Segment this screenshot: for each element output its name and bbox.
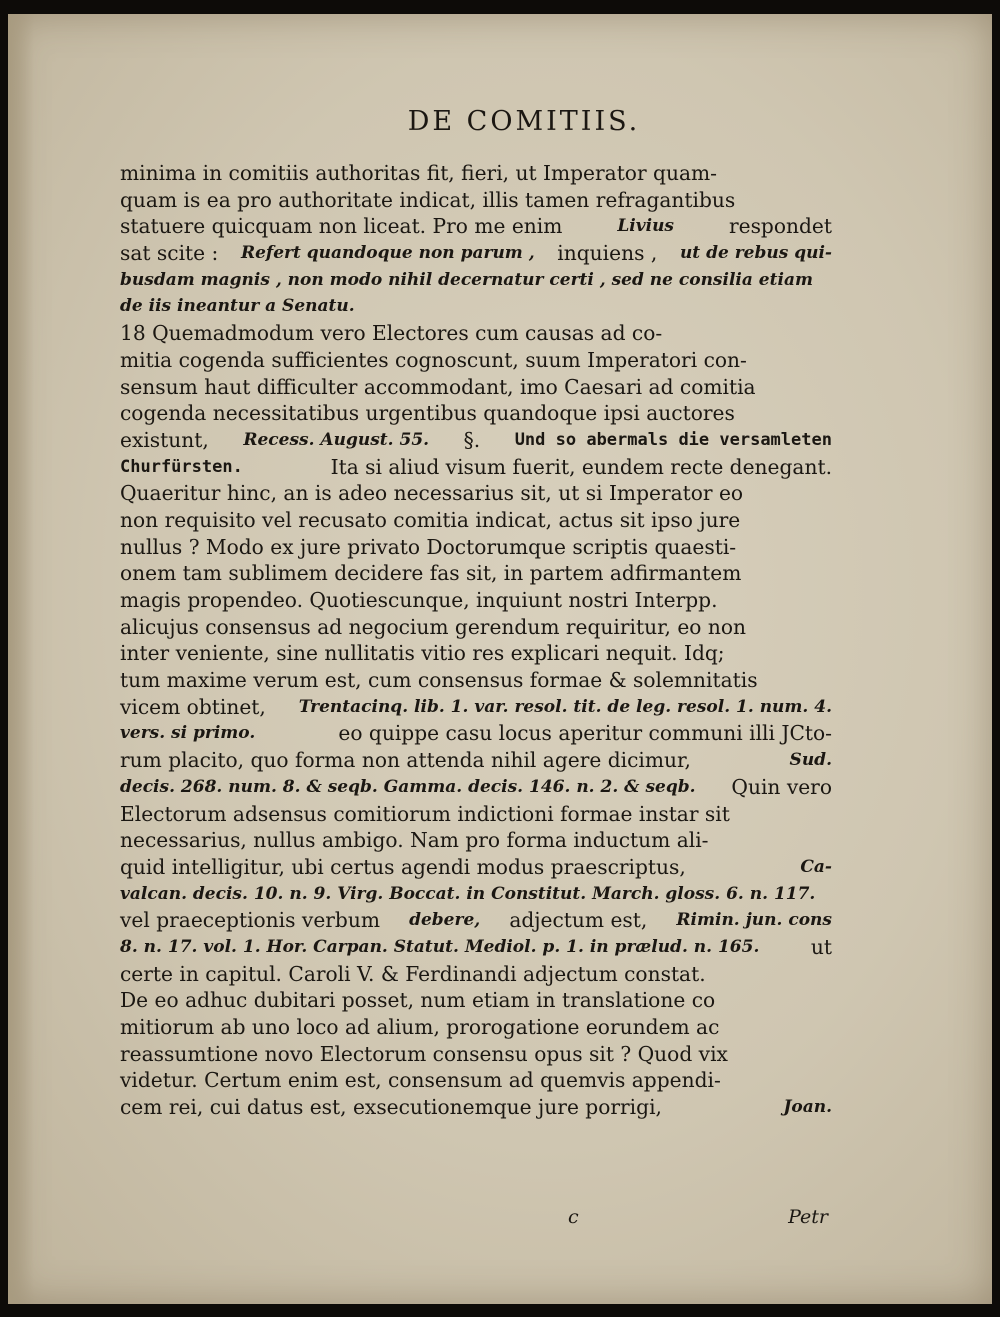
line-text: eo quippe casu locus aperitur communi illi JCto- <box>338 721 832 746</box>
line-text: alicujus consensus ad negocium gerendum requiritur, eo non <box>120 614 747 639</box>
citation-text: 8. n. 17. vol. 1. Hor. Carpan. Statut. Mediol. p. 1. in prælud. n. 165. <box>120 936 760 957</box>
text-line <box>120 454 832 481</box>
citation-text: ut de rebus qui- <box>679 243 832 264</box>
book-page <box>8 14 992 1304</box>
line-text: Ita si aliud visum fuerit, eundem recte denegant. <box>330 454 832 479</box>
citation-text: Refert quandoque non parum , <box>240 243 535 264</box>
body-text <box>120 160 832 1121</box>
text-line <box>120 267 832 294</box>
line-text: cem rei, cui datus est, exsecutionemque jure porrigi, <box>120 1095 662 1120</box>
text-line <box>120 320 832 347</box>
line-text: reassumtione novo Electorum consensu opus sit ? Quod vix <box>120 1041 728 1066</box>
text-line <box>120 1014 832 1041</box>
line-text: minima in comitiis authoritas fit, fieri, ut Imperator quam- <box>120 161 717 185</box>
citation-text: Joan. <box>783 1097 832 1118</box>
line-text: mitia cogenda sufficientes cognoscunt, suum Imperatori con- <box>120 347 747 372</box>
text-line <box>120 961 832 988</box>
signature-mark: c <box>568 1206 579 1228</box>
text-line <box>120 480 832 507</box>
text-line <box>120 1094 832 1121</box>
text-line <box>120 774 832 801</box>
line-text: mitiorum ab uno loco ad alium, prorogatione eorundem ac <box>120 1015 720 1039</box>
line-text: tum maxime verum est, cum consensus formae & solemnitatis <box>120 668 758 693</box>
line-text: non requisito vel recusato comitia indicat, actus sit ipso jure <box>120 507 741 532</box>
line-text: onem tam sublimem decidere fas sit, in partem adfirmantem <box>120 561 742 586</box>
line-text: quam is ea pro authoritate indicat, illis tamen refragantibus <box>120 187 736 212</box>
line-text: magis propendeo. Quotiescunque, inquiunt nostri Interpp. <box>120 588 718 612</box>
line-text: Electorum adsensus comitiorum indictioni formae instar sit <box>120 801 730 826</box>
text-line <box>120 987 832 1014</box>
text-line <box>120 881 832 908</box>
running-head-text: DE COMITIIS. <box>407 106 641 137</box>
text-line <box>120 213 832 240</box>
line-text: §. <box>463 427 481 452</box>
page-gutter-shadow <box>8 14 34 1304</box>
text-line <box>120 667 832 694</box>
citation-text: busdam magnis , non modo nihil decernatur certi , sed ne consilia etiam <box>120 269 813 290</box>
text-line <box>120 1041 832 1068</box>
text-line <box>120 747 832 774</box>
text-line <box>120 160 832 187</box>
citation-text: debere, <box>409 910 481 931</box>
line-text: vicem obtinet, <box>120 694 266 719</box>
line-text: existunt, <box>120 427 209 452</box>
blackletter-text: Und so abermals die versamleten <box>514 429 832 450</box>
line-text: nullus ? Modo ex jure privato Doctorumque scriptis quaesti- <box>120 534 737 559</box>
text-line <box>120 1067 832 1094</box>
citation-text: Livius <box>617 216 675 237</box>
text-line <box>120 907 832 934</box>
line-text: ut <box>810 934 832 959</box>
line-text: necessarius, nullus ambigo. Nam pro forma inductum ali- <box>120 828 709 853</box>
text-line <box>120 827 832 854</box>
line-text: sensum haut difficulter accommodant, imo Caesari ad comitia <box>120 374 756 399</box>
text-line <box>120 507 832 534</box>
line-text: rum placito, quo forma non attenda nihil agere dicimur, <box>120 748 691 773</box>
text-line <box>120 587 832 614</box>
text-line <box>120 427 832 454</box>
text-line <box>120 934 832 961</box>
text-line <box>120 240 832 267</box>
citation-text: Sud. <box>789 750 832 771</box>
citation-text: de iis ineantur a Senatu. <box>120 296 355 317</box>
text-line <box>120 640 832 667</box>
text-line <box>120 801 832 828</box>
text-line <box>120 560 832 587</box>
text-line <box>120 854 832 881</box>
line-text: Quaeritur hinc, an is adeo necessarius sit, ut si Imperator eo <box>120 481 744 506</box>
line-text: cogenda necessitatibus urgentibus quandoque ipsi auctores <box>120 401 735 426</box>
citation-text: Trentacinq. lib. 1. var. resol. tit. de leg. resol. 1. num. 4. <box>298 696 832 717</box>
line-text: inquiens , <box>557 241 658 266</box>
text-line <box>120 293 832 320</box>
text-line <box>120 187 832 214</box>
text-line <box>120 400 832 427</box>
page-footer <box>120 1206 832 1236</box>
line-text: De eo adhuc dubitari posset, num etiam in translatione co <box>120 988 716 1013</box>
text-line <box>120 720 832 747</box>
line-text: Quin vero <box>731 774 832 799</box>
citation-text: vers. si primo. <box>120 723 256 744</box>
line-text: certe in capitul. Caroli V. & Ferdinandi adjectum constat. <box>120 961 706 986</box>
text-line <box>120 614 832 641</box>
citation-text: valcan. decis. 10. n. 9. Virg. Boccat. in Constitut. March. gloss. 6. n. 117. <box>120 883 816 904</box>
text-line <box>120 347 832 374</box>
line-text: respondet <box>728 214 832 239</box>
citation-text: decis. 268. num. 8. & seqb. Gamma. decis. 146. n. 2. & seqb. <box>120 776 696 797</box>
line-text: sat scite : <box>120 241 219 266</box>
line-text: statuere quicquam non liceat. Pro me enim <box>120 214 563 239</box>
line-text: adjectum est, <box>509 908 648 933</box>
line-text: inter veniente, sine nullitatis vitio res explicari nequit. Idq; <box>120 641 725 666</box>
catchword: Petr <box>788 1206 828 1228</box>
citation-text: Ca- <box>800 856 832 877</box>
line-text: videtur. Certum enim est, consensum ad quemvis appendi- <box>120 1068 721 1093</box>
citation-text: Rimin. jun. cons <box>676 910 832 931</box>
line-text: quid intelligitur, ubi certus agendi modus praescriptus, <box>120 854 686 879</box>
line-text: vel praeceptionis verbum <box>120 908 380 933</box>
text-line <box>120 694 832 721</box>
blackletter-text: Churfürsten. <box>120 456 243 477</box>
citation-text: Recess. August. 55. <box>243 429 430 450</box>
text-line <box>120 374 832 401</box>
line-text: 18 Quemadmodum vero Electores cum causas ad co- <box>120 321 663 346</box>
running-head <box>8 106 992 137</box>
text-line <box>120 534 832 561</box>
